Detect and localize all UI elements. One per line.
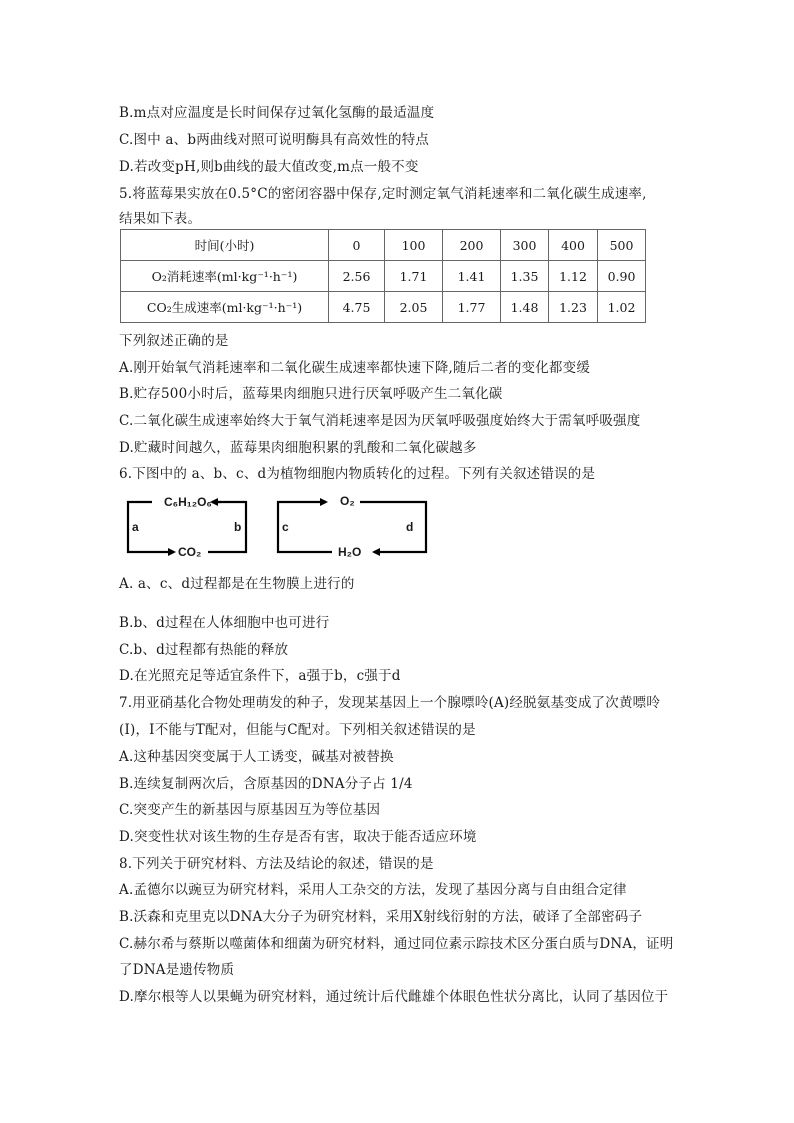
process-c-label: c [282,520,289,534]
question-7-line-2: (I)，I不能与T配对，但能与C配对。下列相关叙述错误的是 [119,722,476,738]
table-cell: 4.75 [329,292,385,323]
question-8-line: 8.下列关于研究材料、方法及结论的叙述，错误的是 [119,856,434,872]
glucose-label: C₆H₁₂O₆ [164,495,212,509]
question-7-line-1: 7.用亚硝基化合物处理萌发的种子，发现某基因上一个腺嘌呤(A)经脱氨基变成了次黄嘌呤 [119,695,661,711]
question-5-line-2: 结果如下表。 [119,211,202,227]
table-header-cell: 100 [385,230,443,261]
table-cell: 1.77 [443,292,501,323]
table-header-cell: 时间(小时) [121,230,329,261]
question-5-prompt: 下列叙述正确的是 [119,333,229,349]
question-6-option-a: A. a、c、d过程都是在生物膜上进行的 [119,576,355,592]
question-7-option-d: D.突变性状对该生物的生存是否有害，取决于能否适应环境 [119,829,477,845]
process-a-label: a [132,520,139,534]
question-8-option-a: A.孟德尔以豌豆为研究材料，采用人工杂交的方法，发现了基因分离与自由组合定律 [119,882,627,898]
table-cell: 2.05 [385,292,443,323]
table-cell: CO₂生成速率(ml·kg⁻¹·h⁻¹) [121,292,329,323]
option-d-line: D.若改变pH,则b曲线的最大值改变,m点一般不变 [119,159,419,175]
process-b-label: b [234,520,242,534]
question-7-option-c: C.突变产生的新基因与原基因互为等位基因 [119,802,381,818]
table-header-row [121,230,646,261]
table-cell: 1.48 [501,292,549,323]
option-b-line: B.m点对应温度是长时间保存过氧化氢酶的最适温度 [119,105,435,121]
table-cell: 1.23 [549,292,598,323]
process-d-label: d [406,520,414,534]
question-5-option-a: A.刚开始氧气消耗速率和二氧化碳生成速率都快速下降,随后二者的变化都变缓 [119,360,591,376]
question-6-option-b: B.b、d过程在人体细胞中也可进行 [119,615,330,631]
question-6-option-c: C.b、d过程都有热能的释放 [119,642,289,658]
table-header-cell: 0 [329,230,385,261]
question-7-option-b: B.连续复制两次后，含原基因的DNA分子占 1/4 [119,776,413,792]
table-cell: 1.71 [385,261,443,292]
oxygen-label: O₂ [340,494,355,508]
respiration-table [120,229,646,323]
question-8-option-c-line-2: 了DNA是遗传物质 [119,962,235,978]
table-cell: 1.12 [549,261,598,292]
table-header-cell: 300 [501,230,549,261]
water-oxygen-diagram [274,490,432,560]
table-cell: 2.56 [329,261,385,292]
question-8-option-d: D.摩尔根等人以果蝇为研究材料，通过统计后代雌雄个体眼色性状分离比，认同了基因位于 [119,989,669,1005]
question-7-option-a: A.这种基因突变属于人工诱变，碱基对被替换 [119,749,394,765]
option-c-line: C.图中 a、b两曲线对照可说明酶具有高效性的特点 [119,132,430,148]
table-cell: 1.35 [501,261,549,292]
table-cell: O₂消耗速率(ml·kg⁻¹·h⁻¹) [121,261,329,292]
question-6-line: 6.下图中的 a、b、c、d为植物细胞内物质转化的过程。下列有关叙述错误的是 [119,466,596,482]
water-label: H₂O [338,545,362,559]
question-5-line-1: 5.将蓝莓果实放在0.5°C的密闭容器中保存,定时测定氧气消耗速率和二氧化碳生成速率, [119,186,647,202]
table-row [121,292,646,323]
table-header-cell: 400 [549,230,598,261]
question-5-option-b: B.贮存500小时后，蓝莓果肉细胞只进行厌氧呼吸产生二氧化碳 [119,386,503,402]
table-header-cell: 500 [598,230,646,261]
question-8-option-c-line-1: C.赫尔希与蔡斯以噬菌体和细菌为研究材料，通过同位素示踪技术区分蛋白质与DNA，证明 [119,936,674,952]
table-cell: 1.41 [443,261,501,292]
table-cell: 1.02 [598,292,646,323]
question-8-option-b: B.沃森和克里克以DNA大分子为研究材料，采用X射线衍射的方法，破译了全部密码子 [119,909,643,925]
co2-label: CO₂ [178,545,202,559]
question-6-option-d: D.在光照充足等适宜条件下，a强于b，c强于d [119,668,401,684]
glucose-cycle-diagram [124,490,252,560]
table-row [121,261,646,292]
table-header-cell: 200 [443,230,501,261]
table-cell: 0.90 [598,261,646,292]
question-5-option-d: D.贮藏时间越久，蓝莓果肉细胞积累的乳酸和二氧化碳越多 [119,440,477,456]
question-5-option-c: C.二氧化碳生成速率始终大于氧气消耗速率是因为厌氧呼吸强度始终大于需氧呼吸强度 [119,413,641,429]
